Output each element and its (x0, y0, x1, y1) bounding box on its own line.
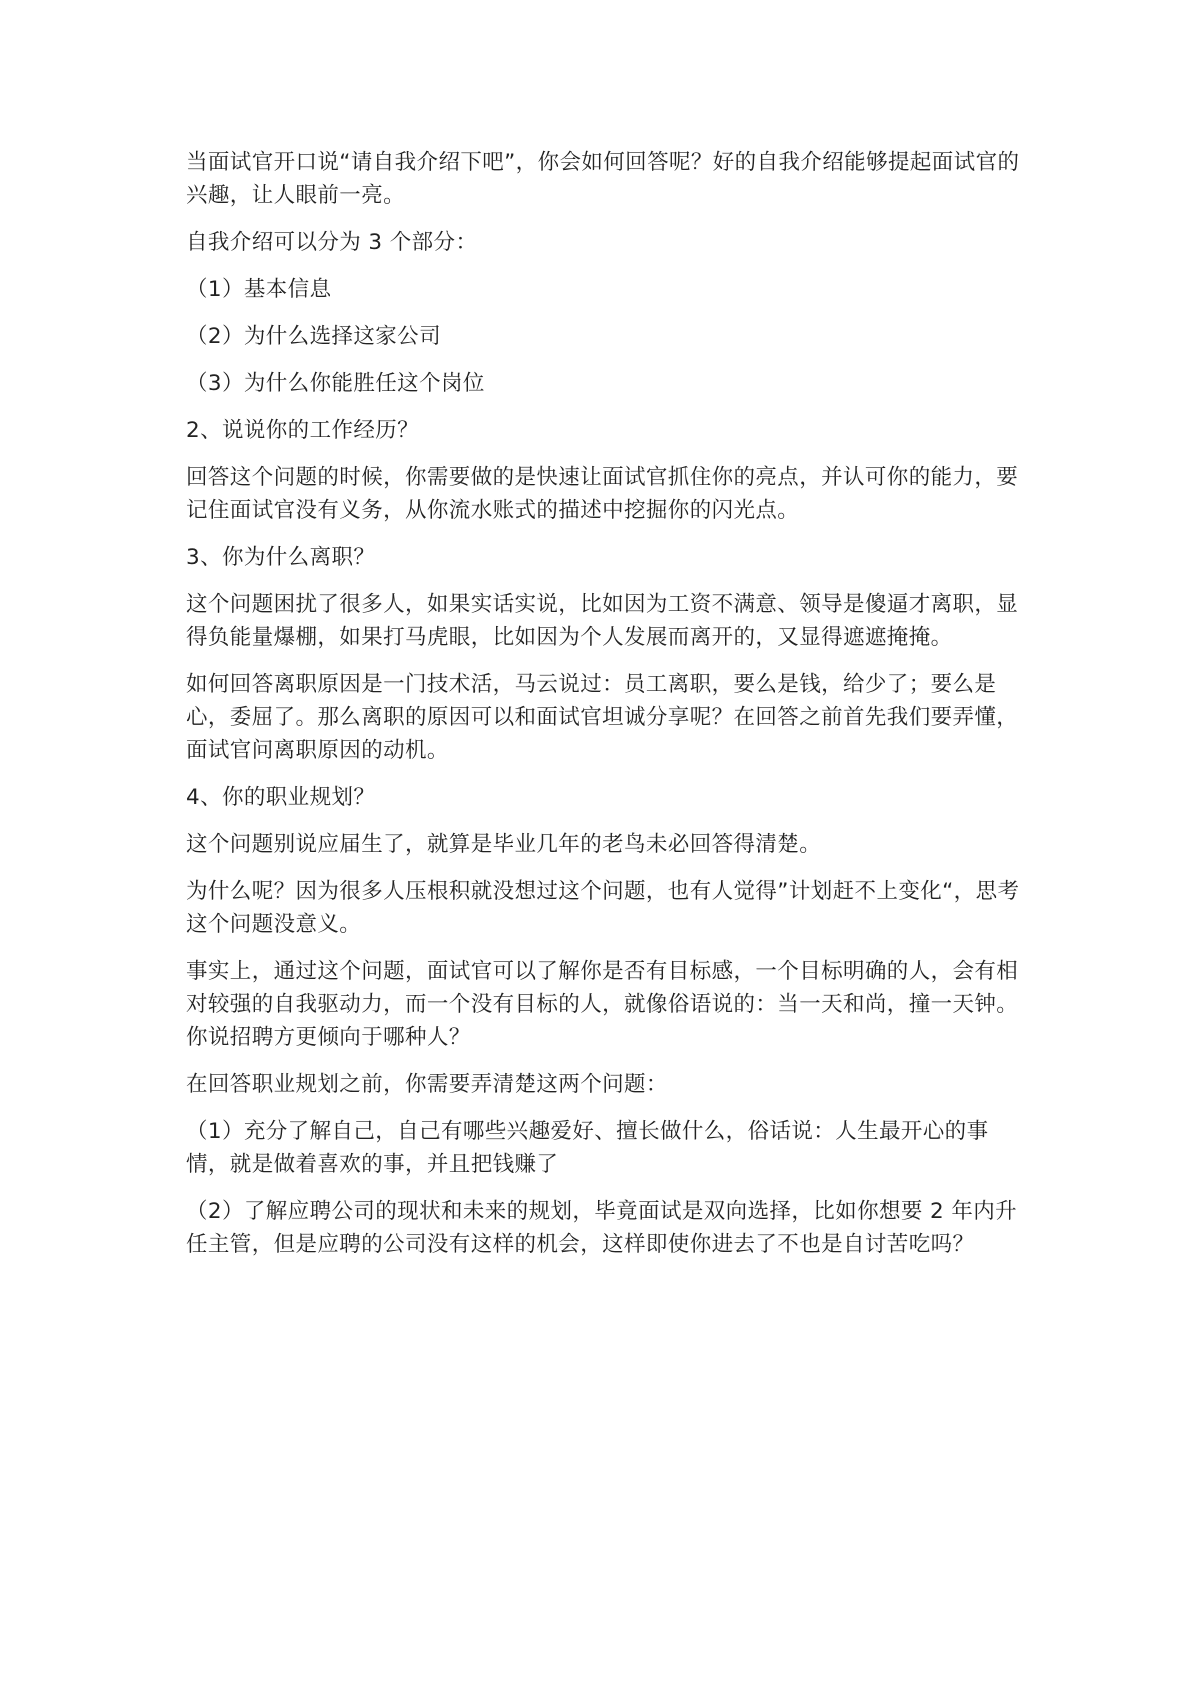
question-heading: 2、说说你的工作经历？ (186, 418, 420, 443)
answer-paragraph: 事实上，通过这个问题，面试官可以了解你是否有目标感，一个目标明确的人，会有相对较强的自我驱动力，而一个没有目标的人，就像俗语说的：当一天和尚，撞一天钟。你说招聘方更倾向于哪种人？ (186, 959, 1019, 1050)
list-item: （1）基本信息 (186, 277, 332, 302)
document-page (186, 146, 1026, 1275)
answer-paragraph: 如何回答离职原因是一门技术活，马云说过：员工离职，要么是钱，给少了；要么是心，委屈了。那么离职的原因可以和面试官坦诚分享呢？在回答之前首先我们要弄懂，面试官问离职原因的动机。 (186, 672, 1019, 763)
answer-paragraph: 这个问题别说应届生了，就算是毕业几年的老鸟未必回答得清楚。 (186, 832, 822, 857)
intro-parts-heading: 自我介绍可以分为 3 个部分： (186, 230, 478, 255)
question-heading: 3、你为什么离职？ (186, 545, 376, 570)
list-item: （3）为什么你能胜任这个岗位 (186, 371, 485, 396)
answer-paragraph: 为什么呢？因为很多人压根积就没想过这个问题，也有人觉得”计划赶不上变化“，思考这个问题没意义。 (186, 879, 1020, 937)
answer-paragraph: 在回答职业规划之前，你需要弄清楚这两个问题： (186, 1072, 668, 1097)
intro-paragraph: 当面试官开口说“请自我介绍下吧”，你会如何回答呢？好的自我介绍能够提起面试官的兴趣，让人眼前一亮。 (186, 150, 1020, 208)
list-item: （2）了解应聘公司的现状和未来的规划，毕竟面试是双向选择，比如你想要 2 年内升任主管，但是应聘的公司没有这样的机会，这样即使你进去了不也是自讨苦吃吗？ (186, 1199, 1018, 1257)
list-item: （2）为什么选择这家公司 (186, 324, 441, 349)
list-item: （1）充分了解自己，自己有哪些兴趣爱好、擅长做什么，俗话说：人生最开心的事情，就是做着喜欢的事，并且把钱赚了 (186, 1119, 989, 1177)
question-heading: 4、你的职业规划？ (186, 785, 376, 810)
answer-paragraph: 回答这个问题的时候，你需要做的是快速让面试官抓住你的亮点，并认可你的能力，要记住面试官没有义务，从你流水账式的描述中挖掘你的闪光点。 (186, 465, 1019, 523)
answer-paragraph: 这个问题困扰了很多人，如果实话实说，比如因为工资不满意、领导是傻逼才离职，显得负能量爆棚，如果打马虎眼，比如因为个人发展而离开的，又显得遮遮掩掩。 (186, 592, 1019, 650)
